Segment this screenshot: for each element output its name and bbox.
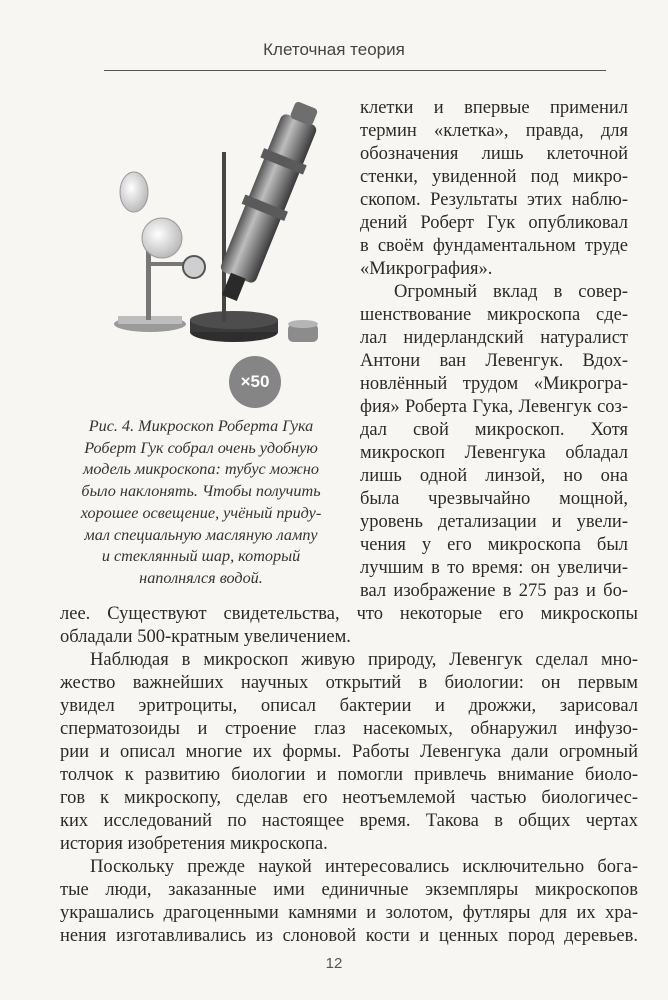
text-line: сперматозоиды и строение глаз насекомых, обнаружил инфузо- xyxy=(60,719,638,739)
caption-line: хорошее освещение, учёный приду- xyxy=(80,503,322,522)
oil-lamp xyxy=(120,172,148,212)
text-line: обладали 500-кратным увеличением. xyxy=(60,627,351,647)
text-line: лее. Существуют свидетельства, что некоторые его микроскопы xyxy=(60,604,638,624)
running-header: Клеточная теория xyxy=(263,40,405,59)
text-line: история изобретения микроскопа. xyxy=(60,834,328,854)
figure-caption xyxy=(56,416,346,590)
text-line: вал изображение в 275 раз и бо- xyxy=(360,581,628,601)
caption-line: наполнялся водой. xyxy=(139,568,263,587)
paragraph-start: Огромный вклад в совер- xyxy=(394,282,628,302)
text-line: фия» Роберта Гука, Левенгук соз- xyxy=(360,397,628,417)
text-line: рии и описал многие их формы. Работы Левенгука дали огромный xyxy=(60,742,638,762)
caption-line: было наклонять. Чтобы получить xyxy=(81,482,321,501)
caption-line: Роберт Гук собрал очень удобную xyxy=(84,438,318,457)
condenser-lens xyxy=(183,256,205,278)
text-line: жество важнейших научных открытий в биологии: он первым xyxy=(60,673,638,693)
paragraph-start: Поскольку прежде наукой интересовались исключительно бога- xyxy=(90,857,638,877)
hooke-microscope-illustration xyxy=(112,92,344,412)
paragraph-start: Наблюдая в микроскоп живую природу, Левенгук сделал мно- xyxy=(90,650,638,670)
text-line: термин «клетка», правда, для xyxy=(360,121,628,141)
text-line: микроскоп Левенгука обладал xyxy=(360,443,628,463)
text-line: толчок к развитию биологии и помогли привлечь внимание биоло- xyxy=(60,765,638,785)
caption-line: Рис. 4. Микроскоп Роберта Гука xyxy=(88,417,314,435)
text-line: украшались драгоценными камнями и золотом, футляры для их хра- xyxy=(60,903,638,923)
text-line: в своём фундаментальном труде xyxy=(360,236,628,256)
text-line: тые люди, заказанные ими единичные экземпляры микроскопов xyxy=(60,880,638,900)
glass-globe xyxy=(142,218,182,258)
text-line: лал нидерландский натуралист xyxy=(360,328,628,348)
header-divider xyxy=(104,70,606,71)
caption-line: мал специальную масляную лампу xyxy=(84,525,318,544)
text-line: новлённый трудом «Микрогра- xyxy=(360,374,628,394)
text-line: ких исследований по настоящее время. Такова в общих чертах xyxy=(60,811,638,831)
text-line: обозначения лишь клеточной xyxy=(360,144,628,164)
text-line: «Микрография». xyxy=(360,259,493,279)
text-line: нения изготавливались из слоновой кости и ценных пород деревьев. xyxy=(60,926,638,946)
text-line: дений Роберт Гук опубликовал xyxy=(360,213,628,233)
text-line: стенки, увиденной под микро- xyxy=(360,167,628,187)
text-line: лишь одной линзой, но она xyxy=(360,466,628,486)
text-line: увидел эритроциты, описал бактерии и дрожжи, зарисовал xyxy=(60,696,638,716)
text-line: чения у его микроскопа был xyxy=(360,535,628,555)
microscope-pillar xyxy=(222,152,226,322)
text-line: уровень детализации и увели- xyxy=(360,512,628,532)
text-line: была чрезвычайно мощной, xyxy=(360,489,628,509)
caption-line: и стеклянный шар, который xyxy=(101,547,301,566)
text-line: шенствование микроскопа сде- xyxy=(360,305,628,325)
magnification-badge: ×50 xyxy=(229,356,281,408)
text-line: клетки и впервые применил xyxy=(360,98,628,118)
text-line: дал свой микроскоп. Хотя xyxy=(360,420,628,440)
text-line: лучшим в то время: он увеличи- xyxy=(360,558,628,578)
page-number: 12 xyxy=(325,955,343,972)
text-line: гов к микроскопу, сделав его неотъемлемой частью биологичес- xyxy=(60,788,638,808)
text-line: скопом. Результаты этих наблю- xyxy=(360,190,628,210)
text-line: Антони ван Левенгук. Вдох- xyxy=(360,351,628,371)
caption-line: модель микроскопа: тубус можно xyxy=(83,460,319,479)
